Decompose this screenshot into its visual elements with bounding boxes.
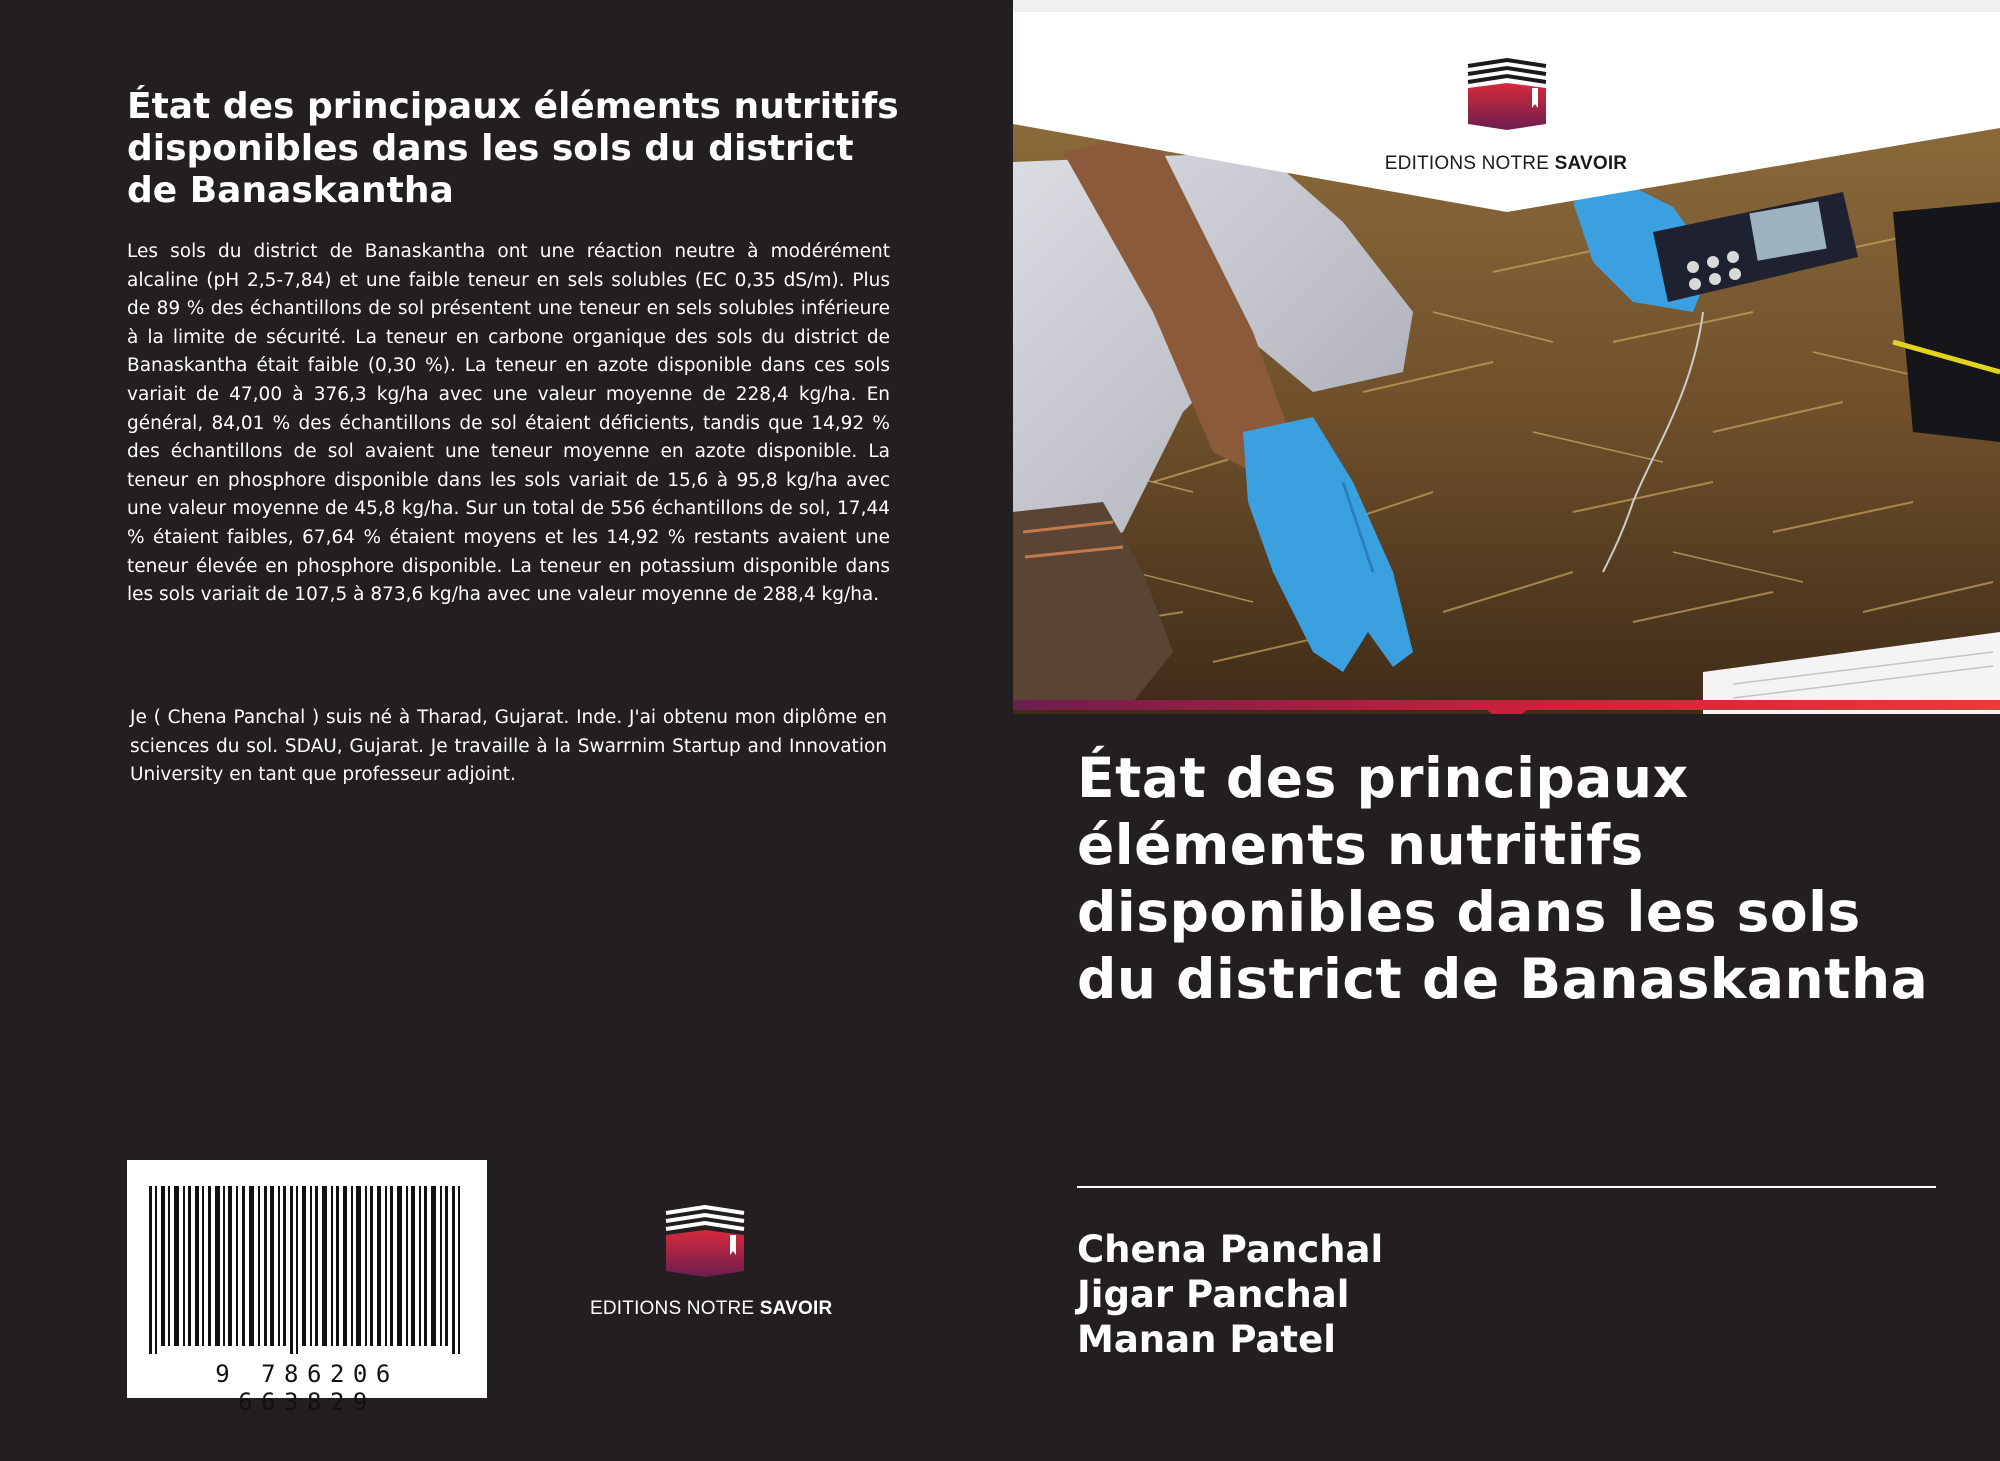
divider (1077, 1186, 1936, 1188)
back-cover-summary: Les sols du district de Banaskantha ont une réaction neutre à modérément alcaline (pH 2,5-7,84) et une faible teneur en sels solubles (EC 0,35 dS/m). Plus de 89 % des échantillons de sol présentent une teneur en sels solubles inférieure à la limite de sécurité. La teneur en carbone organique des sols du district de Banaskantha était faible (0,30 %). La teneur en azote disponible dans ces sols variait de 47,00 à 376,3 kg/ha avec une valeur moyenne de 228,4 kg/ha. En général, 84,01 % des échantillons de sol étaient déficients, tandis que 14,92 % des échantillons de sol avaient une teneur moyenne en azote disponible. La teneur en phosphore disponible dans les sols variait de 15,6 à 95,8 kg/ha avec une valeur moyenne de 45,8 kg/ha. Sur un total de 556 échantillons de sol, 17,44 % étaient faibles, 67,64 % étaient moyens et les 14,92 % restants avaient une teneur élevée en phosphore disponible. La teneur en potassium disponible dans les sols variait de 107,5 à 873,6 kg/ha avec une valeur moyenne de 288,4 kg/ha. (127, 241, 890, 606)
barcode-number: 9 786206 663829 (215, 1360, 399, 1416)
publisher-logo (590, 1205, 833, 1325)
publisher-name: EDITIONS NOTRE SAVOIR (590, 1298, 833, 1319)
isbn-barcode (127, 1160, 487, 1416)
author-name: Chena Panchal (1077, 1228, 1384, 1271)
author-name: Manan Patel (1077, 1318, 1336, 1361)
front-cover (1013, 12, 2000, 1461)
author-list (1077, 1227, 1383, 1362)
stacked-books-icon (660, 1205, 750, 1283)
publisher-name-front: EDITIONS NOTRE SAVOIR (1384, 153, 1628, 174)
front-cover-title: État des principaux éléments nutritifs disponibles dans les sols du district de Banaskantha (1077, 746, 1929, 1011)
stacked-books-icon (1462, 58, 1552, 136)
author-bio: Je ( Chena Panchal ) suis né à Tharad, Gujarat. Inde. J'ai obtenu mon diplôme en sciences du sol. SDAU, Gujarat. Je travaille à la Swarrnim Startup and Innovation University en tant que professeur adjoint. (130, 707, 887, 786)
publisher-logo-front (1366, 58, 1646, 178)
author-name: Jigar Panchal (1077, 1273, 1350, 1316)
back-cover-title: État des principaux éléments nutritifs disponibles dans les sols du district de Banaskantha (127, 86, 899, 211)
